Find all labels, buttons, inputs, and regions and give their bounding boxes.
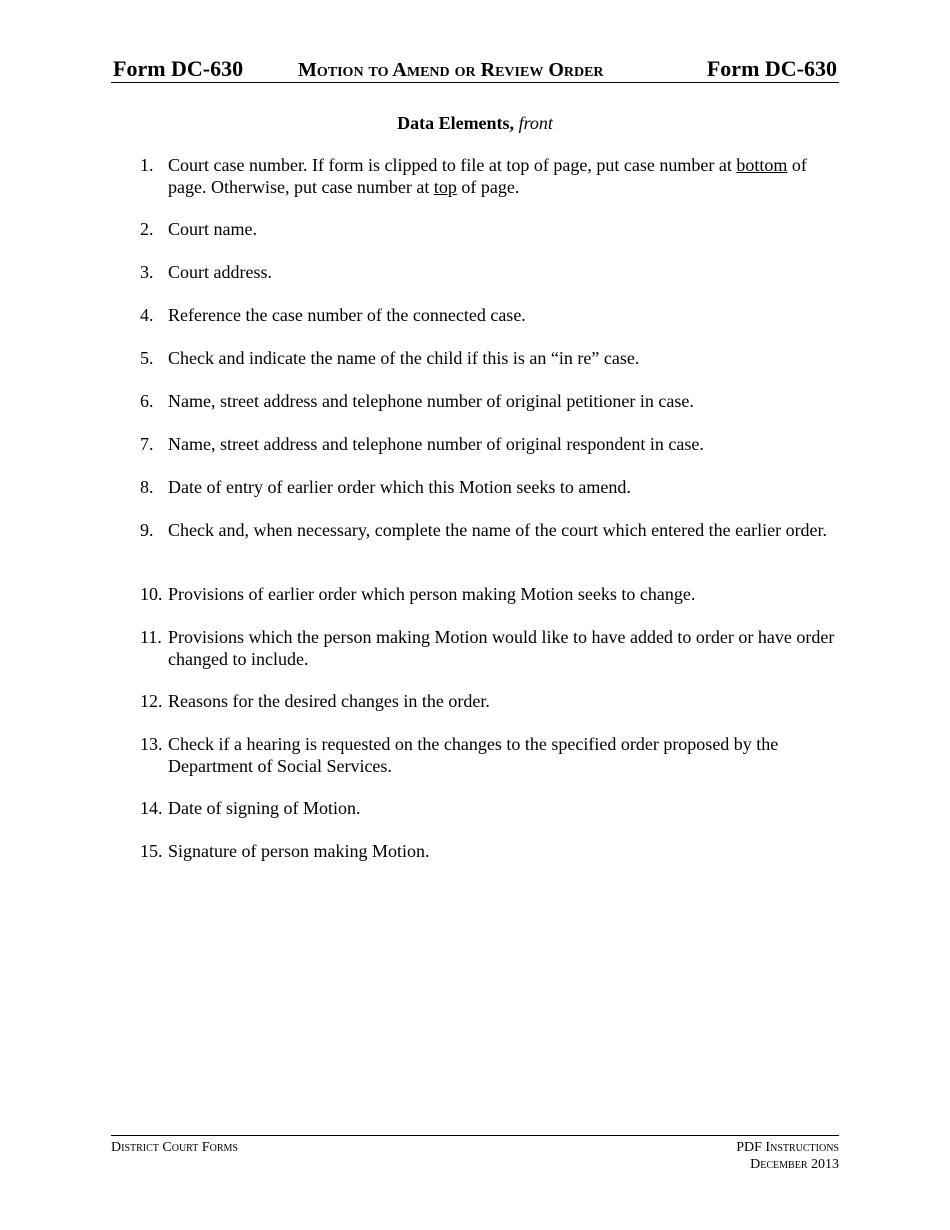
item-text: Check and, when necessary, complete the name of the court which entered the earlier order. — [168, 520, 828, 540]
item-text: Signature of person making Motion. — [168, 841, 430, 861]
list-item — [140, 691, 840, 713]
item-text: Court address. — [168, 262, 272, 282]
item-number: 4. — [140, 305, 154, 325]
item-text: Court name. — [168, 219, 257, 239]
page-footer — [111, 1135, 839, 1172]
item-text: Provisions which the person making Motion would like to have added to order or have order changed to include. — [168, 627, 835, 669]
list-item — [140, 305, 840, 327]
item-text: Date of entry of earlier order which this Motion seeks to amend. — [168, 477, 631, 497]
list-item — [140, 798, 840, 820]
list-item — [140, 348, 840, 370]
item-text: Reference the case number of the connected case. — [168, 305, 526, 325]
item-text — [168, 155, 840, 198]
list-item — [140, 477, 840, 499]
footer-forms-label: District Court Forms — [111, 1140, 238, 1155]
list-item — [140, 734, 840, 777]
item-number: 1. — [140, 155, 154, 175]
footer-date: December 2013 — [750, 1157, 839, 1172]
list-item — [140, 584, 840, 606]
item-text: Name, street address and telephone number of original petitioner in case. — [168, 391, 694, 411]
item-number: 12. — [140, 691, 163, 711]
item-number: 13. — [140, 734, 163, 754]
item-number: 6. — [140, 391, 154, 411]
item-text-part: of page. Otherwise, put case number at — [168, 155, 807, 197]
item-number: 8. — [140, 477, 154, 497]
form-title: Motion to Amend or Review Order — [298, 59, 604, 81]
item-text-part: Court case number. If form is clipped to file at top of page, put case number at — [168, 155, 737, 175]
item-number: 3. — [140, 262, 154, 282]
form-number-right: Form DC-630 — [706, 56, 837, 81]
underlined-word: bottom — [736, 155, 788, 175]
section-subtitle — [0, 112, 950, 134]
item-number: 7. — [140, 434, 154, 454]
page-header — [111, 56, 839, 83]
list-item — [140, 219, 840, 241]
item-number: 2. — [140, 219, 154, 239]
footer-pdf-instructions: PDF Instructions — [736, 1140, 839, 1155]
item-text-part: of page. — [456, 176, 520, 197]
list-item — [140, 262, 840, 284]
item-text: Check if a hearing is requested on the changes to the specified order proposed by the Department of Social Services. — [168, 734, 779, 776]
item-number: 15. — [140, 841, 163, 861]
subtitle-italic: front — [518, 113, 553, 133]
item-text: Check and indicate the name of the child if this is an “in re” case. — [168, 348, 640, 368]
footer-info — [736, 1139, 839, 1173]
item-number: 5. — [140, 348, 154, 368]
list-item — [140, 520, 840, 542]
list-item — [140, 841, 840, 863]
item-number: 14. — [140, 798, 163, 818]
subtitle-bold: Data Elements, — [397, 113, 515, 133]
item-text: Reasons for the desired changes in the order. — [168, 691, 490, 711]
form-number-left: Form DC-630 — [113, 56, 244, 81]
item-text: Date of signing of Motion. — [168, 798, 361, 818]
list-item — [140, 434, 840, 456]
list-item — [140, 155, 840, 198]
item-number: 9. — [140, 520, 154, 540]
item-number: 10. — [140, 584, 163, 604]
item-number: 11. — [140, 627, 162, 647]
item-text: Provisions of earlier order which person making Motion seeks to change. — [168, 584, 696, 604]
list-item — [140, 391, 840, 413]
list-item — [140, 627, 840, 670]
underlined-word: top — [433, 176, 457, 197]
item-text: Name, street address and telephone number of original respondent in case. — [168, 434, 704, 454]
